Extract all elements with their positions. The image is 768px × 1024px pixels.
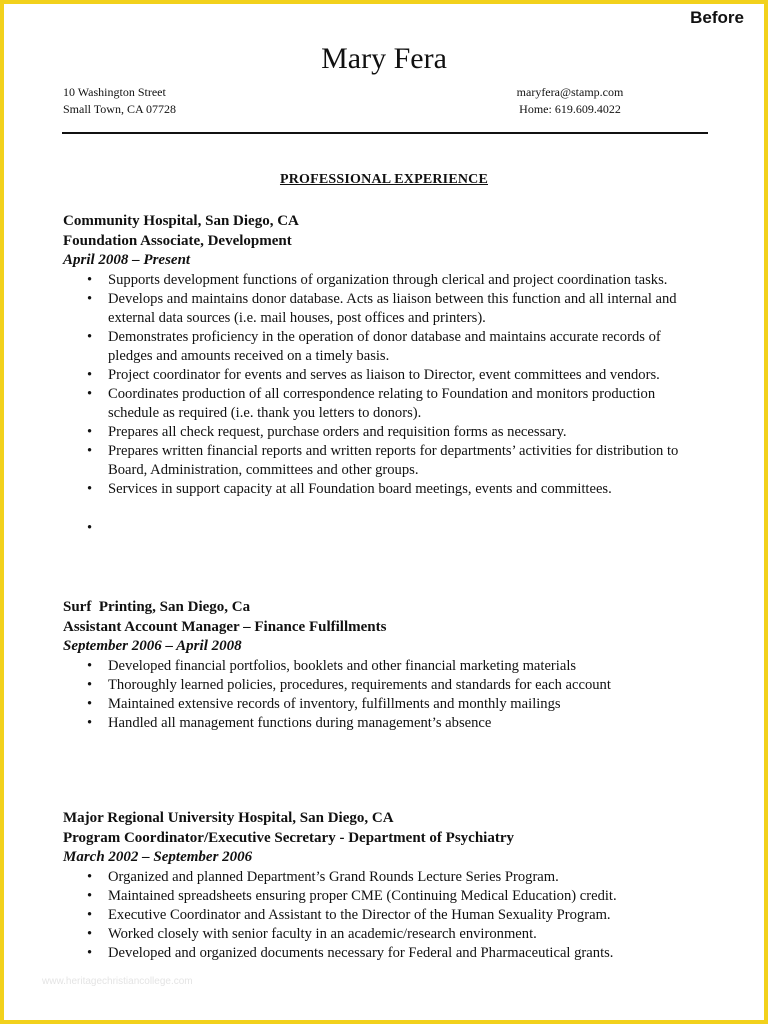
list-item xyxy=(63,657,708,676)
bullet-text: Supports development functions of organization through clerical and project coordination tasks. xyxy=(108,271,668,288)
bullet-icon: • xyxy=(87,480,93,497)
bullet-icon: • xyxy=(87,906,93,923)
bullet-text: Project coordinator for events and serves as liaison to Director, event committees and vendors. xyxy=(108,366,660,383)
empty-list-item xyxy=(63,499,708,539)
job-entry-2 xyxy=(63,598,723,733)
header-divider xyxy=(62,132,708,134)
bullet-icon: • xyxy=(87,676,93,693)
candidate-name: Mary Fera xyxy=(321,42,447,75)
bullet-icon: • xyxy=(87,519,93,536)
job-bullet-list xyxy=(63,868,723,963)
job-bullet-list xyxy=(63,657,723,733)
bullet-text: Prepares all check request, purchase orders and requisition forms as necessary. xyxy=(108,423,567,440)
address-line-2: Small Town, CA 07728 xyxy=(63,102,176,116)
job-bullet-list xyxy=(63,271,723,539)
bullet-text: Thoroughly learned policies, procedures, requirements and standards for each account xyxy=(108,676,611,693)
bullet-icon: • xyxy=(87,714,93,731)
phone-number: Home: 619.609.4022 xyxy=(519,102,621,116)
bullet-text: Maintained spreadsheets ensuring proper CME (Continuing Medical Education) credit. xyxy=(108,887,617,904)
bullet-text: Develops and maintains donor database. Acts as liaison between this function and all internal and external data sources (i.e. mail houses, post offices and printers). xyxy=(108,290,677,326)
list-item xyxy=(63,442,708,480)
list-item xyxy=(63,423,708,442)
job-dates: September 2006 – April 2008 xyxy=(63,638,242,654)
list-item xyxy=(63,695,708,714)
job-title: Program Coordinator/Executive Secretary - Department of Psychiatry xyxy=(63,829,514,846)
list-item xyxy=(63,328,708,366)
list-item xyxy=(63,714,708,733)
bullet-text: Worked closely with senior faculty in an academic/research environment. xyxy=(108,925,537,942)
section-title-experience: PROFESSIONAL EXPERIENCE xyxy=(279,172,489,187)
list-item xyxy=(63,290,708,328)
list-item xyxy=(63,385,708,423)
bullet-text: Prepares written financial reports and written reports for departments’ activities for distribution to Board, Administration, committees and other groups. xyxy=(108,442,679,478)
address-block xyxy=(63,84,176,118)
bullet-icon: • xyxy=(87,271,93,288)
bullet-text: Demonstrates proficiency in the operation of donor database and maintains accurate records of pledges and amounts received on a timely basis. xyxy=(108,328,661,364)
job-entry-1 xyxy=(63,212,723,539)
job-dates: March 2002 – September 2006 xyxy=(63,849,253,865)
bullet-text: Maintained extensive records of inventory, fulfillments and monthly mailings xyxy=(108,695,561,712)
bullet-icon: • xyxy=(87,366,93,383)
job-title: Foundation Associate, Development xyxy=(63,232,292,249)
bullet-text: Executive Coordinator and Assistant to the Director of the Human Sexuality Program. xyxy=(108,906,611,923)
bullet-icon: • xyxy=(87,423,93,440)
job-employer: Community Hospital, San Diego, CA xyxy=(63,213,299,229)
bullet-text: Handled all management functions during management’s absence xyxy=(108,714,492,731)
bullet-icon: • xyxy=(87,925,93,942)
list-item xyxy=(63,925,708,944)
list-item xyxy=(63,906,708,925)
bullet-icon: • xyxy=(87,290,93,307)
bullet-text: Coordinates production of all correspondence relating to Foundation and monitors production schedule as required (i.e. thank you letters to donors). xyxy=(108,385,656,421)
list-item xyxy=(63,676,708,695)
list-item xyxy=(63,480,708,499)
list-item xyxy=(63,944,708,963)
bullet-text: Developed and organized documents necessary for Federal and Pharmaceutical grants. xyxy=(108,944,614,961)
bullet-text: Developed financial portfolios, booklets and other financial marketing materials xyxy=(108,657,577,674)
bullet-icon: • xyxy=(87,887,93,904)
resume-page xyxy=(4,4,764,1020)
job-dates: April 2008 – Present xyxy=(63,252,191,268)
bullet-icon: • xyxy=(87,442,93,459)
bullet-text: Services in support capacity at all Foundation board meetings, events and committees. xyxy=(108,480,612,497)
contact-block xyxy=(504,84,636,118)
list-item xyxy=(63,868,708,887)
bullet-icon: • xyxy=(87,657,93,674)
job-employer: Surf Printing, San Diego, Ca xyxy=(63,599,251,615)
job-entry-3 xyxy=(63,809,723,963)
job-title: Assistant Account Manager – Finance Fulfillments xyxy=(63,618,387,635)
bullet-icon: • xyxy=(87,695,93,712)
list-item xyxy=(63,366,708,385)
before-badge: Before xyxy=(690,8,744,27)
bullet-text: Organized and planned Department’s Grand Rounds Lecture Series Program. xyxy=(108,868,559,885)
watermark-text: www.heritagechristiancollege.com xyxy=(42,976,193,987)
bullet-icon: • xyxy=(87,868,93,885)
job-employer: Major Regional University Hospital, San Diego, CA xyxy=(63,810,394,826)
bullet-icon: • xyxy=(87,944,93,961)
address-line-1: 10 Washington Street xyxy=(63,85,166,99)
email-address: maryfera@stamp.com xyxy=(516,85,624,99)
list-item xyxy=(63,271,708,290)
list-item xyxy=(63,887,708,906)
bullet-icon: • xyxy=(87,385,93,402)
bullet-icon: • xyxy=(87,328,93,345)
